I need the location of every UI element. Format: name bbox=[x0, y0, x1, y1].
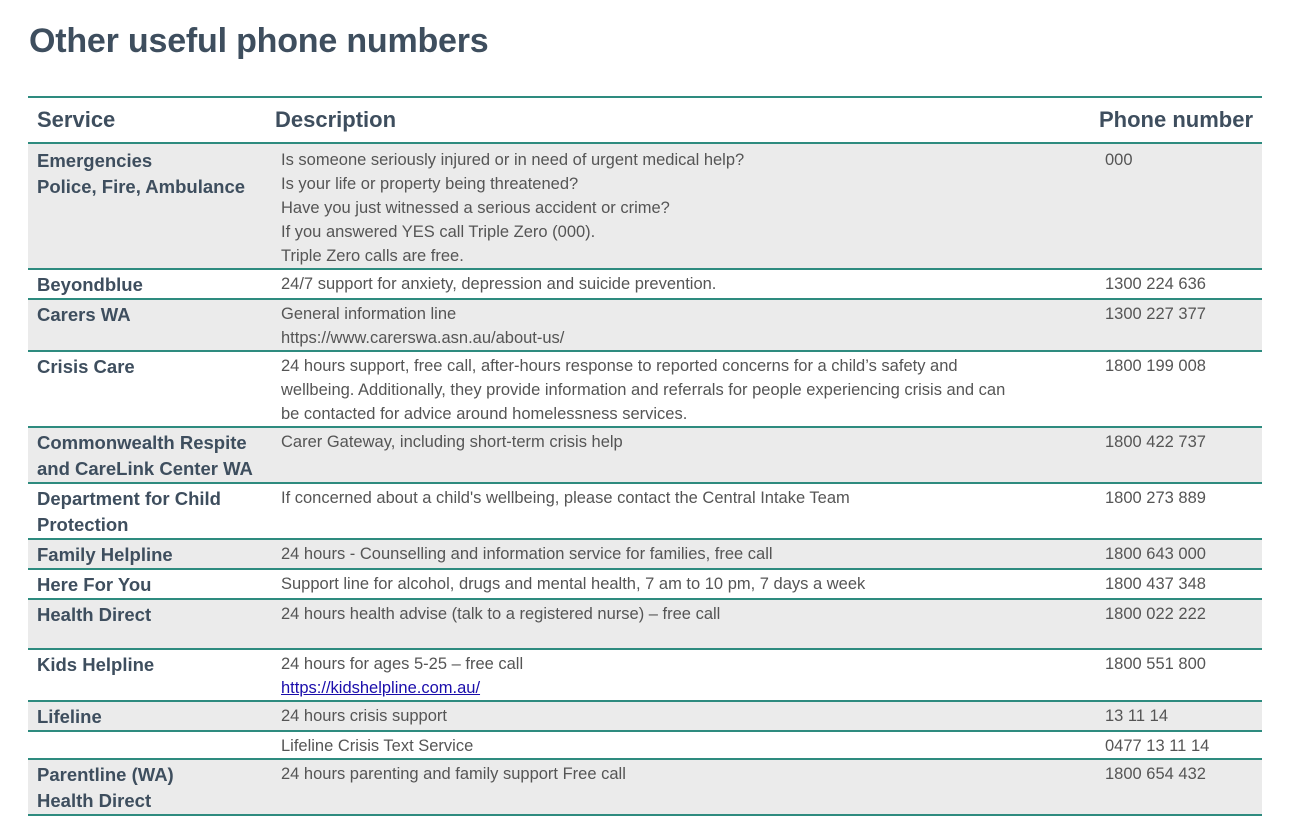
service-name: Police, Fire, Ambulance bbox=[37, 176, 246, 197]
table-row bbox=[28, 143, 1262, 269]
description-cell bbox=[265, 569, 1091, 599]
description-cell bbox=[265, 351, 1091, 427]
header-phone-number: Phone number bbox=[1091, 97, 1262, 143]
table-row bbox=[28, 269, 1262, 299]
table-row bbox=[28, 599, 1262, 649]
description-text: 24 hours crisis support bbox=[281, 707, 447, 725]
phone-number: 1800 437 348 bbox=[1091, 569, 1262, 599]
description-cell bbox=[265, 539, 1091, 569]
service-cell bbox=[28, 483, 265, 539]
description-text: Triple Zero calls are free. bbox=[281, 247, 464, 265]
phone-numbers-table bbox=[28, 96, 1262, 816]
description-cell bbox=[265, 701, 1091, 731]
description-text: Lifeline Crisis Text Service bbox=[281, 737, 474, 755]
service-cell bbox=[28, 649, 265, 701]
service-name: Health Direct bbox=[37, 604, 152, 625]
service-cell bbox=[28, 759, 265, 815]
description-cell bbox=[265, 483, 1091, 539]
service-name: Commonwealth Respite bbox=[37, 432, 247, 453]
phone-number: 13 11 14 bbox=[1091, 701, 1262, 731]
phone-number: 1800 422 737 bbox=[1091, 427, 1262, 483]
service-cell bbox=[28, 299, 265, 351]
table-row bbox=[28, 759, 1262, 815]
service-name: and CareLink Center WA bbox=[37, 458, 253, 479]
description-text: be contacted for advice around homelessness services. bbox=[281, 405, 688, 423]
service-name: Emergencies bbox=[37, 150, 153, 171]
service-cell bbox=[28, 427, 265, 483]
header-service: Service bbox=[28, 97, 265, 143]
header-description: Description bbox=[265, 97, 1091, 143]
table-header-row bbox=[28, 97, 1262, 143]
description-text: 24 hours support, free call, after-hours response to reported concerns for a child’s safety and bbox=[281, 357, 958, 375]
table-row bbox=[28, 351, 1262, 427]
description-text: Support line for alcohol, drugs and mental health, 7 am to 10 pm, 7 days a week bbox=[281, 575, 866, 593]
phone-number: 1800 643 000 bbox=[1091, 539, 1262, 569]
service-cell bbox=[28, 539, 265, 569]
table-row bbox=[28, 299, 1262, 351]
service-name: Here For You bbox=[37, 574, 152, 595]
description-text: If concerned about a child's wellbeing, please contact the Central Intake Team bbox=[281, 489, 850, 507]
description-text: Carer Gateway, including short-term crisis help bbox=[281, 433, 623, 451]
phone-number: 1800 273 889 bbox=[1091, 483, 1262, 539]
table-row bbox=[28, 731, 1262, 759]
service-cell bbox=[28, 731, 265, 759]
service-cell bbox=[28, 351, 265, 427]
description-cell bbox=[265, 759, 1091, 815]
service-name: Crisis Care bbox=[37, 356, 135, 377]
table-row bbox=[28, 539, 1262, 569]
service-name: Parentline (WA) bbox=[37, 764, 174, 785]
table-row bbox=[28, 427, 1262, 483]
service-cell bbox=[28, 569, 265, 599]
description-text: 24/7 support for anxiety, depression and suicide prevention. bbox=[281, 275, 717, 293]
table-row bbox=[28, 483, 1262, 539]
description-cell bbox=[265, 649, 1091, 701]
description-cell bbox=[265, 599, 1091, 649]
service-name: Family Helpline bbox=[37, 544, 173, 565]
description-text: If you answered YES call Triple Zero (000). bbox=[281, 223, 596, 241]
description-text: 24 hours for ages 5-25 – free call bbox=[281, 655, 524, 673]
description-text: Is your life or property being threatened? bbox=[281, 175, 579, 193]
phone-number: 1300 227 377 bbox=[1091, 299, 1262, 351]
service-name: Kids Helpline bbox=[37, 654, 155, 675]
phone-number: 1800 022 222 bbox=[1091, 599, 1262, 649]
phone-number: 1300 224 636 bbox=[1091, 269, 1262, 299]
description-text: 24 hours - Counselling and information service for families, free call bbox=[281, 545, 773, 563]
phone-number: 0477 13 11 14 bbox=[1091, 731, 1262, 759]
description-text: Have you just witnessed a serious accident or crime? bbox=[281, 199, 670, 217]
service-name: Health Direct bbox=[37, 790, 152, 811]
service-cell bbox=[28, 143, 265, 269]
service-cell bbox=[28, 269, 265, 299]
description-text: 24 hours health advise (talk to a registered nurse) – free call bbox=[281, 605, 721, 623]
table-row bbox=[28, 701, 1262, 731]
service-name: Lifeline bbox=[37, 706, 102, 727]
service-cell bbox=[28, 701, 265, 731]
service-cell bbox=[28, 599, 265, 649]
description-text: 24 hours parenting and family support Free call bbox=[281, 765, 626, 783]
description-text: https://www.carerswa.asn.au/about-us/ bbox=[281, 329, 565, 347]
description-cell bbox=[265, 427, 1091, 483]
table-row bbox=[28, 569, 1262, 599]
phone-number: 1800 551 800 bbox=[1091, 649, 1262, 701]
description-cell bbox=[265, 299, 1091, 351]
description-text: wellbeing. Additionally, they provide information and referrals for people experiencing crisis and can bbox=[281, 381, 1006, 399]
phone-number: 000 bbox=[1091, 143, 1262, 269]
service-name: Carers WA bbox=[37, 304, 131, 325]
service-name: Beyondblue bbox=[37, 274, 143, 295]
phone-number: 1800 199 008 bbox=[1091, 351, 1262, 427]
phone-number: 1800 654 432 bbox=[1091, 759, 1262, 815]
kids-helpline-link[interactable]: https://kidshelpline.com.au/ bbox=[281, 679, 481, 697]
service-name: Protection bbox=[37, 514, 129, 535]
description-text: Is someone seriously injured or in need of urgent medical help? bbox=[281, 151, 745, 169]
table-row bbox=[28, 649, 1262, 701]
description-cell bbox=[265, 143, 1091, 269]
description-cell bbox=[265, 269, 1091, 299]
description-cell bbox=[265, 731, 1091, 759]
description-text: General information line bbox=[281, 305, 457, 323]
service-name: Department for Child bbox=[37, 488, 221, 509]
page-title: Other useful phone numbers bbox=[29, 22, 489, 60]
